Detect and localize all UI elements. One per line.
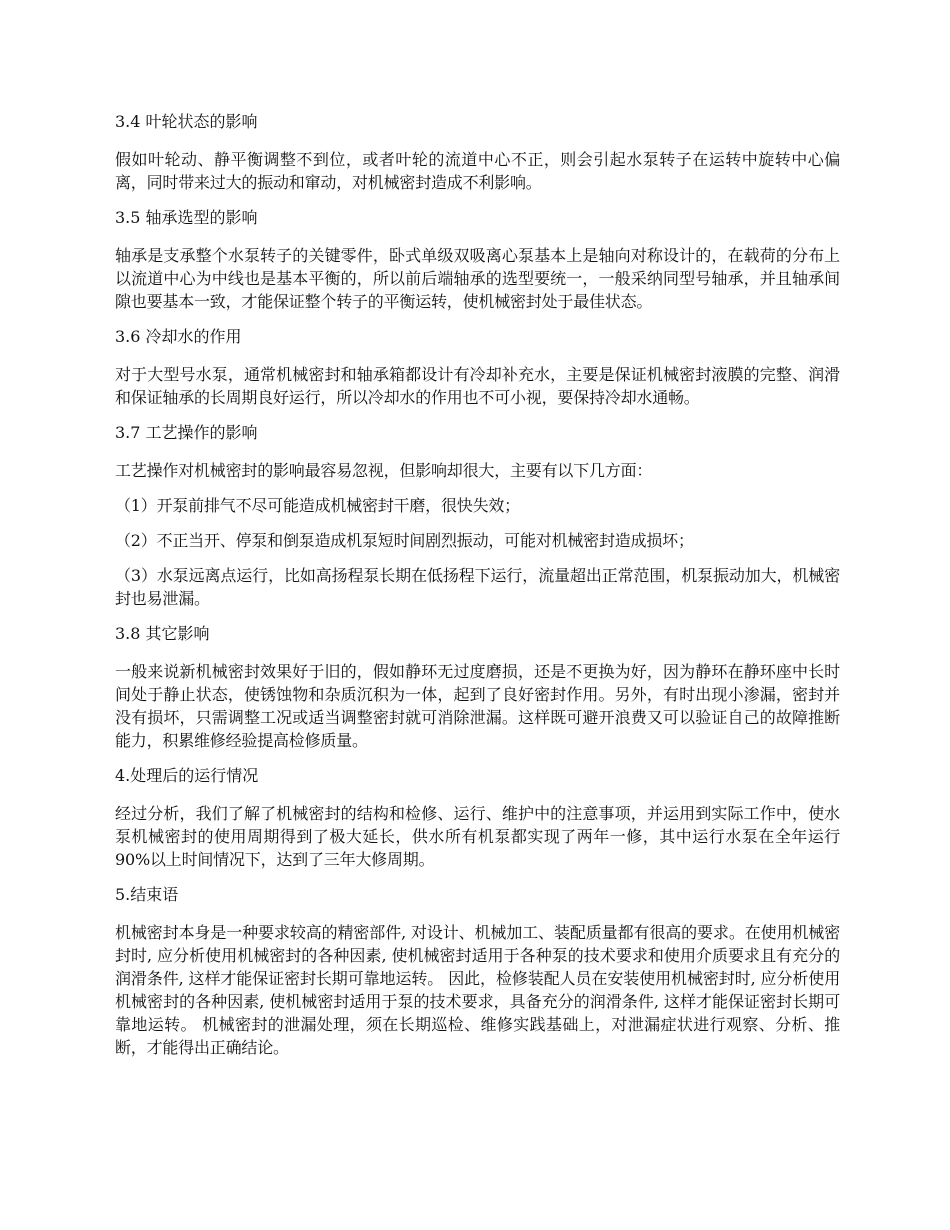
section-3-7 — [115, 421, 840, 610]
list-item: （2）不正当开、停泵和倒泵造成机泵短时间剧烈振动，可能对机械密封造成损坏； — [115, 531, 694, 550]
paragraph: 经过分析，我们了解了机械密封的结构和检修、运行、维护中的注意事项，并运用到实际工作中，使水泵机械密封的使用周期得到了极大延长，供水所有机泵都实现了两年一修，其中运行水泵在全年运行 90%以上时间情况下，达到了三年大修周期。 — [115, 804, 840, 869]
section-heading: 3.7 工艺操作的影响 — [115, 423, 258, 442]
section-heading: 3.5 轴承选型的影响 — [115, 208, 258, 227]
section-4 — [115, 764, 840, 871]
list-item: （1）开泵前排气不尽可能造成机械密封干磨，很快失效； — [115, 496, 520, 515]
section-heading: 3.4 叶轮状态的影响 — [115, 112, 258, 131]
section-3-4 — [115, 110, 840, 194]
section-5 — [115, 883, 840, 1059]
paragraph: 一般来说新机械密封效果好于旧的，假如静环无过度磨损，还是不更换为好，因为静环在静环座中长时间处于静止状态，使锈蚀物和杂质沉积为一体，起到了良好密封作用。另外，有时出现小渗漏，密封并没有损坏，只需调整工况或适当调整密封就可消除泄漏。这样既可避开浪费又可以验证自己的故障推断能力，积累维修经验提高检修质量。 — [115, 662, 840, 750]
list-item: （3）水泵远离点运行，比如高扬程泵长期在低扬程下运行，流量超出正常范围，机泵振动加大，机械密封也易泄漏。 — [115, 566, 840, 608]
section-heading: 3.6 冷却水的作用 — [115, 327, 242, 346]
paragraph: 工艺操作对机械密封的影响最容易忽视，但影响却很大，主要有以下几方面： — [115, 461, 653, 480]
section-heading: 5.结束语 — [115, 885, 179, 904]
paragraph: 轴承是支承整个水泵转子的关键零件，卧式单级双吸离心泵基本上是轴向对称设计的，在载荷的分布上以流道中心为中线也是基本平衡的，所以前后端轴承的选型要统一，一般采纳同型号轴承，并且轴承间隙也要基本一致，才能保证整个转子的平衡运转，使机械密封处于最佳状态。 — [115, 246, 840, 311]
section-3-8 — [115, 622, 840, 752]
section-heading: 4.处理后的运行情况 — [115, 766, 259, 785]
paragraph: 机械密封本身是一种要求较高的精密部件, 对设计、机械加工、装配质量都有很高的要求。在使用机械密封时, 应分析使用机械密封的各种因素, 使机械密封适用于各种泵的技术要求和使用介质要求且有充分的润滑条件, 这样才能保证密封长期可靠地运转。 因此，检修装配人员在安装使用机械密封时, 应分析使用机械密封的各种因素, 使机械密封适用于泵的技术要求，具备充分的润滑条件, 这样才能保证密封长期可靠地运转。 机械密封的泄漏处理，须在长期巡检、维修实践基础上，对泄漏症状进行观察、分析、推断，才能得出正确结论。 — [115, 923, 840, 1057]
paragraph: 对于大型号水泵，通常机械密封和轴承箱都设计有冷却补充水，主要是保证机械密封液膜的完整、润滑和保证轴承的长周期良好运行，所以冷却水的作用也不可小视，要保持冷却水通畅。 — [115, 365, 840, 407]
paragraph: 假如叶轮动、静平衡调整不到位，或者叶轮的流道中心不正，则会引起水泵转子在运转中旋转中心偏离，同时带来过大的振动和窜动，对机械密封造成不利影响。 — [115, 150, 840, 192]
section-3-5 — [115, 206, 840, 313]
section-3-6 — [115, 325, 840, 409]
document-page — [115, 110, 840, 1071]
section-heading: 3.8 其它影响 — [115, 624, 210, 643]
